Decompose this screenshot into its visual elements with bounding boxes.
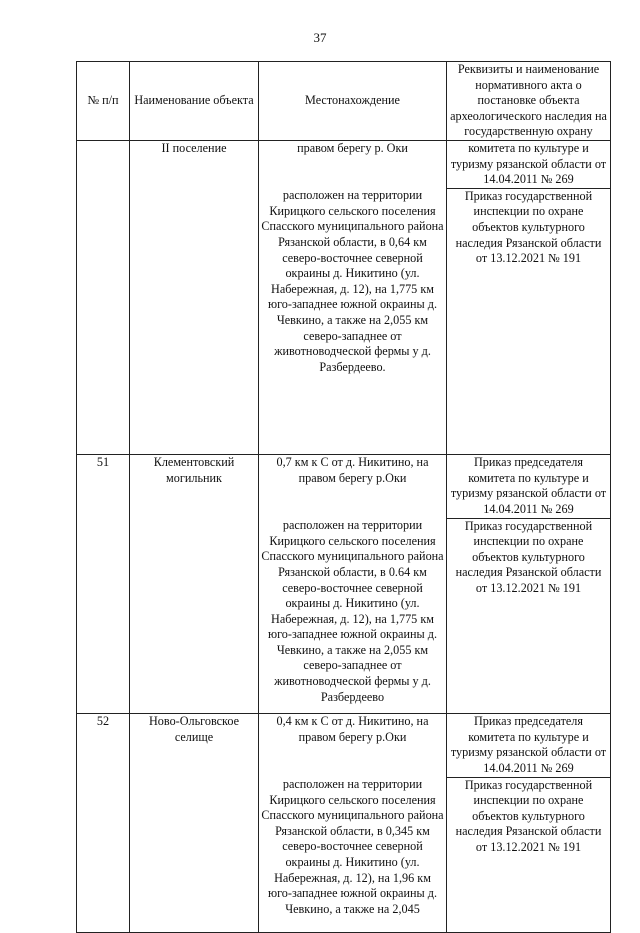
row-name: Клементовский могильник xyxy=(130,455,259,714)
header-name: Наименование объекта xyxy=(130,62,259,141)
row-location-long: расположен на территории Кирицкого сельского поселения Спасского муниципального района Рязанской области, в 0,64 км северо-восточнее северной окраины д. Никитино (ул. Набережная, д. 12), на 1,775 км юго-западнее южной окраины д. Чевкино, а также на 2,055 км северо-западнее от животноводческой фермы у д. Разбердеево. xyxy=(259,188,447,455)
archaeological-heritage-table xyxy=(76,61,611,933)
header-act: Реквизиты и наименование нормативного акта о постановке объекта археологического наследия на государственную охрану xyxy=(447,62,611,141)
header-location: Местонахождение xyxy=(259,62,447,141)
row-location-long: расположен на территории Кирицкого сельского поселения Спасского муниципального района Рязанской области, в 0.64 км северо-восточнее северной окраины д. Никитино (ул. Набережная, д. 12), на 1,775 км юго-западнее южной окраины д. Чевкино, а также на 2,055 км северо-западнее от животноводческой фермы у д. Разбердеево xyxy=(259,518,447,714)
table-row xyxy=(77,140,611,188)
row-num: 52 xyxy=(77,714,130,933)
row-act-2: Приказ государственной инспекции по охране объектов культурного наследия Рязанской области от 13.12.2021 № 191 xyxy=(447,188,611,455)
table-row xyxy=(77,714,611,777)
row-num xyxy=(77,140,130,454)
row-act-1: Приказ председателя комитета по культуре и туризму рязанской области от 14.04.2011 № 269 xyxy=(447,455,611,518)
row-act-1: Приказ председателя комитета по культуре и туризму рязанской области от 14.04.2011 № 269 xyxy=(447,714,611,777)
table-row xyxy=(77,455,611,518)
row-location-short: 0,4 км к С от д. Никитино, на правом берегу р.Оки xyxy=(259,714,447,777)
header-num: № п/п xyxy=(77,62,130,141)
table-header-row xyxy=(77,62,611,141)
row-location-long: расположен на территории Кирицкого сельского поселения Спасского муниципального района Рязанской области, в 0,345 км северо-восточнее северной окраины д. Никитино (ул. Набережная, д. 12), на 1,96 км юго-западнее южной окраины д. Чевкино, а также на 2,045 xyxy=(259,777,447,933)
row-name: Ново-Ольговское селище xyxy=(130,714,259,933)
row-location-short: правом берегу р. Оки xyxy=(259,140,447,188)
row-num: 51 xyxy=(77,455,130,714)
row-name: II поселение xyxy=(130,140,259,454)
row-location-short: 0,7 км к С от д. Никитино, на правом берегу р.Оки xyxy=(259,455,447,518)
row-act-1: комитета по культуре и туризму рязанской области от 14.04.2011 № 269 xyxy=(447,140,611,188)
row-act-2: Приказ государственной инспекции по охране объектов культурного наследия Рязанской области от 13.12.2021 № 191 xyxy=(447,518,611,714)
row-act-2: Приказ государственной инспекции по охране объектов культурного наследия Рязанской области от 13.12.2021 № 191 xyxy=(447,777,611,933)
page-number: 37 xyxy=(313,30,327,45)
